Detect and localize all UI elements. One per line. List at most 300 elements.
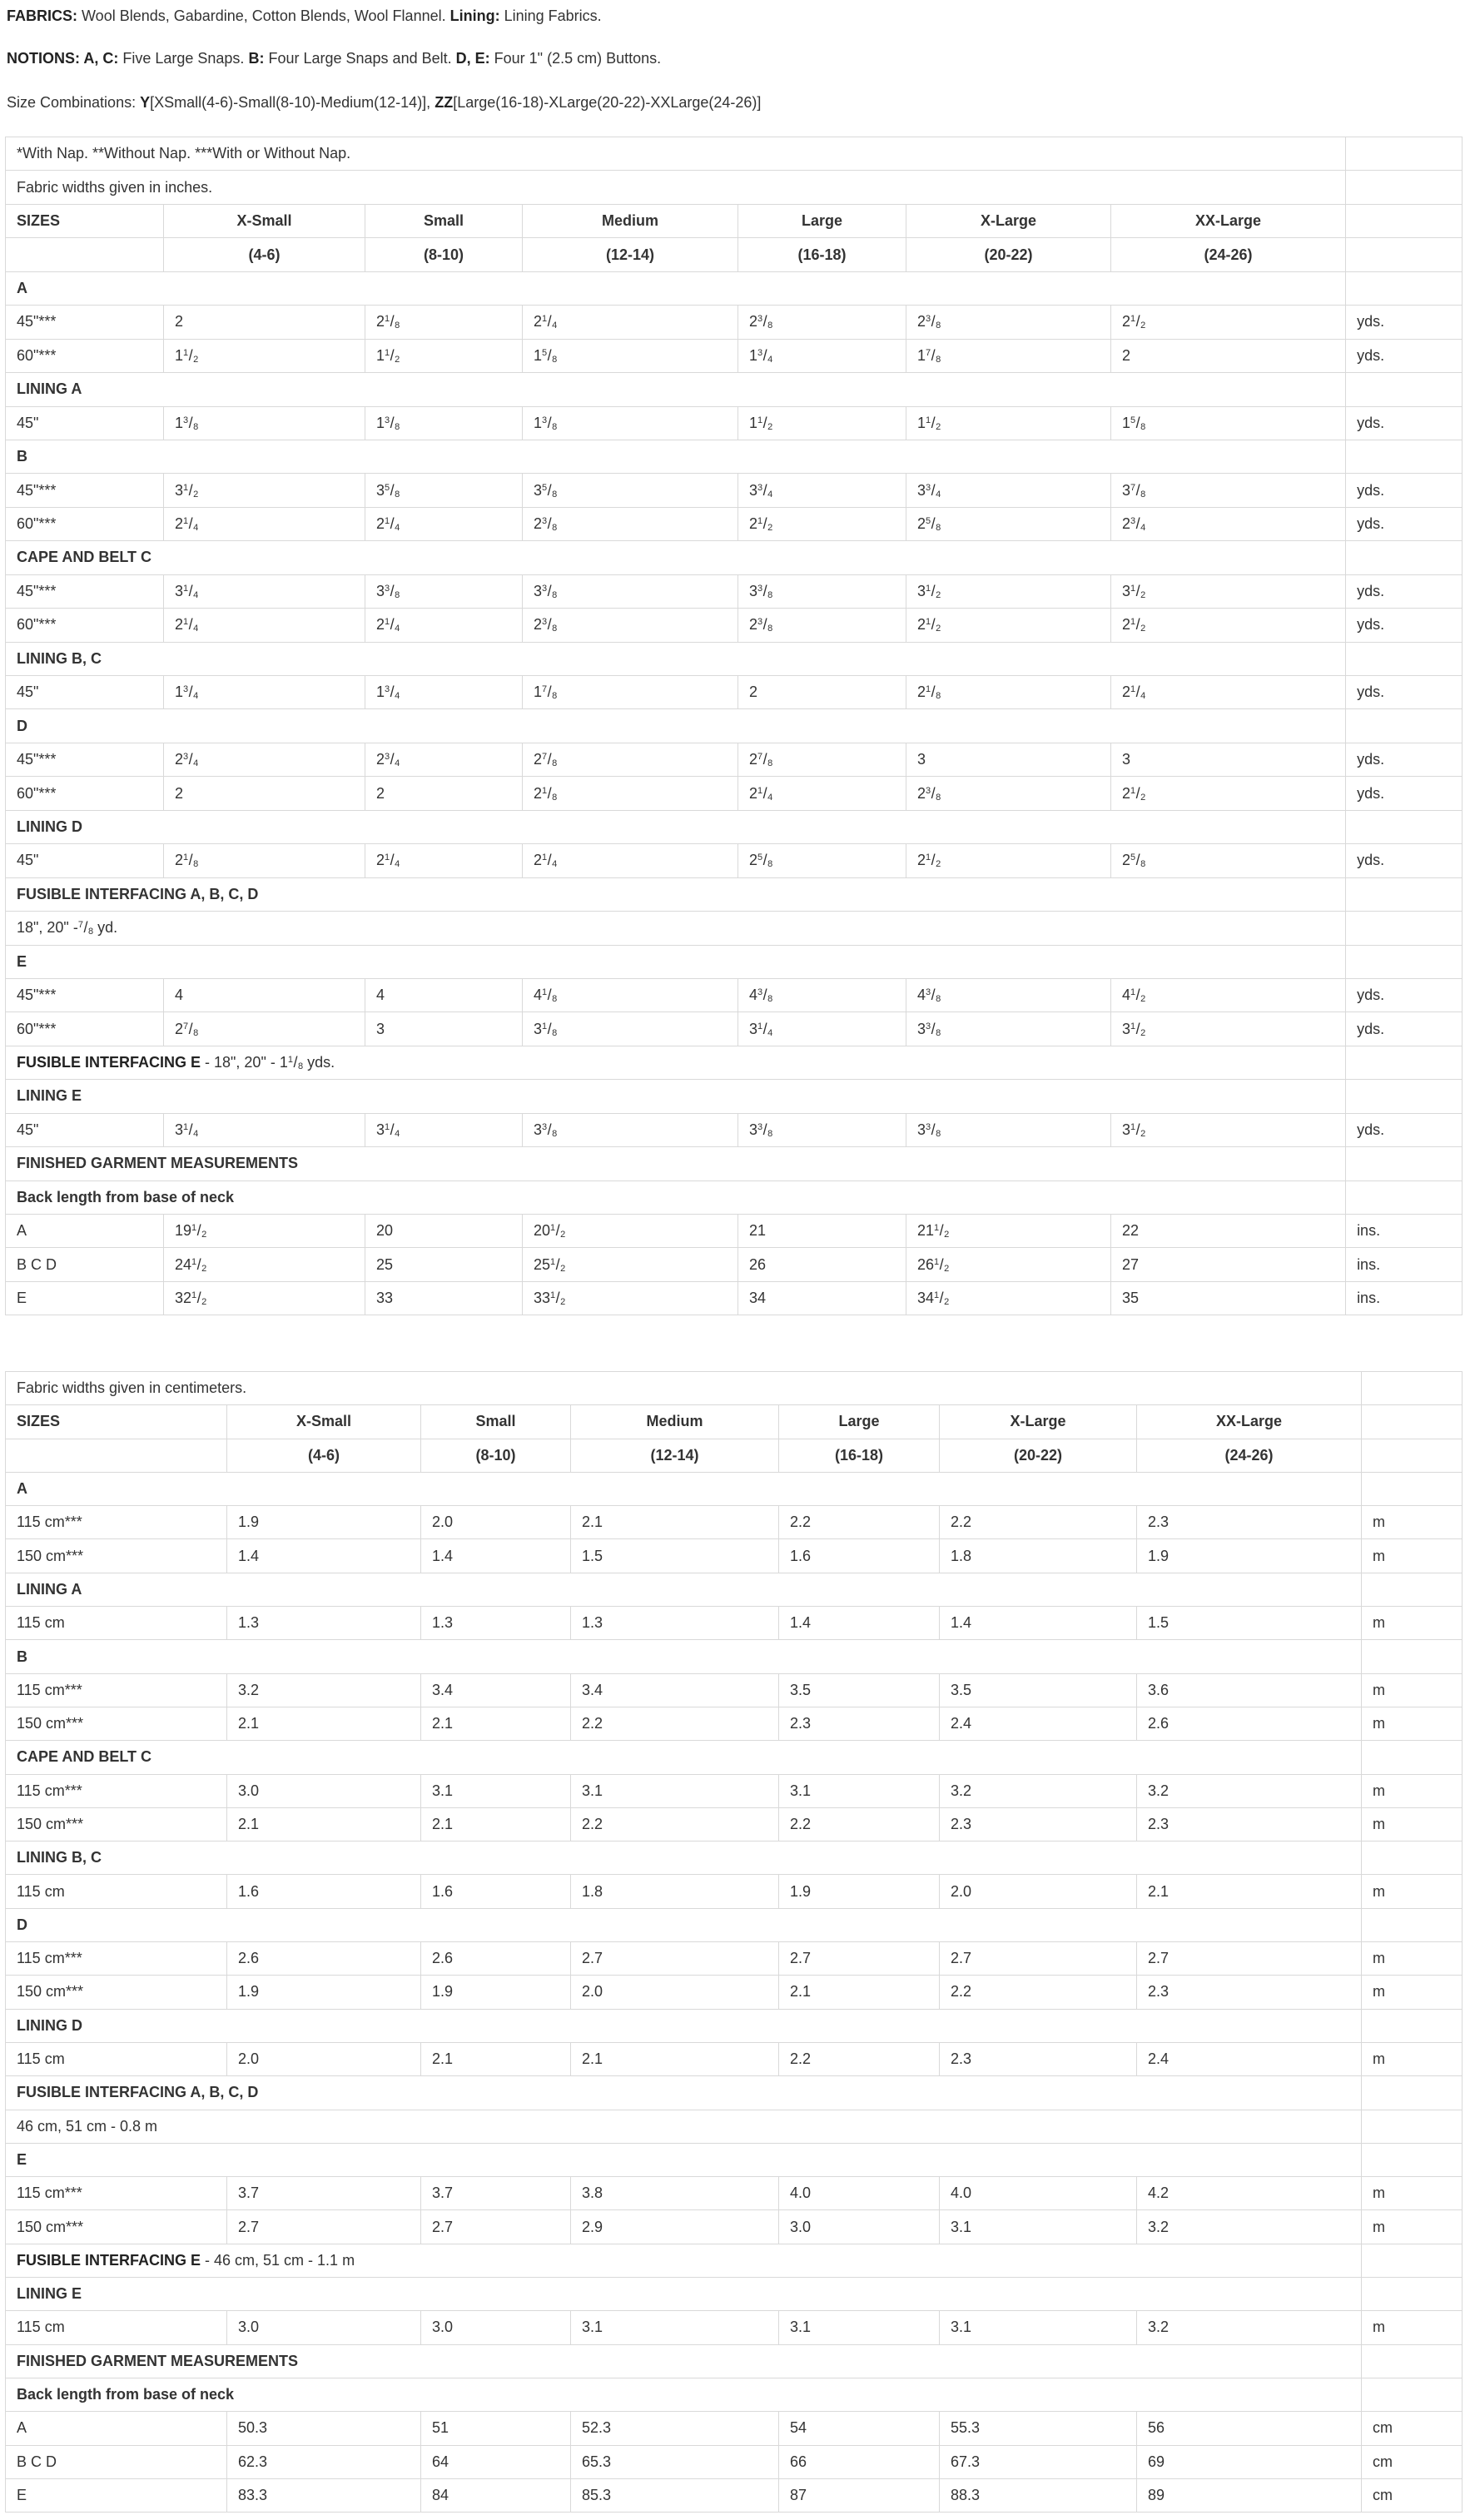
unit-label: m — [1362, 1673, 1463, 1707]
size-name: XX-Large — [1111, 204, 1346, 237]
size-combinations-line — [7, 93, 761, 112]
yardage-value: 55.3 — [940, 2412, 1137, 2445]
yardage-value: 3.2 — [1137, 2311, 1362, 2344]
unit-label: yds. — [1346, 507, 1463, 540]
yardage-value: $3^3/_8$ — [738, 1113, 906, 1146]
yardage-value: $3^3/_8$ — [906, 1113, 1111, 1146]
fabrics-line — [7, 7, 602, 25]
yardage-value: 2.7 — [940, 1942, 1137, 1976]
fabric-width-label: E — [6, 2478, 227, 2512]
yardage-value: $1^1/_2$ — [906, 406, 1111, 440]
yardage-value: 35 — [1111, 1281, 1346, 1315]
fabric-width-label: 115 cm*** — [6, 1506, 227, 1539]
section-row — [6, 1046, 1463, 1079]
fabric-width-label: 45" — [6, 676, 164, 709]
yardage-value: $4^3/_8$ — [906, 978, 1111, 1011]
yardage-value: 54 — [779, 2412, 940, 2445]
yardage-value: 2.3 — [779, 1707, 940, 1740]
empty-cell — [1362, 2278, 1463, 2311]
fabric-width-label: 115 cm*** — [6, 1774, 227, 1807]
fabric-width-label: 45"*** — [6, 306, 164, 339]
yardage-value: $1^3/_4$ — [738, 339, 906, 372]
unit-label: yds. — [1346, 574, 1463, 608]
fabric-width-label: 115 cm — [6, 2311, 227, 2344]
yardage-value: 52.3 — [571, 2412, 779, 2445]
size-name: Small — [365, 204, 523, 237]
section-title: LINING A — [6, 373, 1346, 406]
section-row — [6, 1741, 1463, 1774]
table-row — [6, 2311, 1463, 2344]
imperial-yardage-table — [5, 137, 1463, 1315]
section-title: FUSIBLE INTERFACING A, B, C, D — [6, 877, 1346, 911]
unit-label: yds. — [1346, 777, 1463, 810]
yardage-value: $3^5/_8$ — [523, 474, 738, 507]
yardage-value: 2.1 — [421, 1807, 571, 1841]
yardage-value: 2.7 — [227, 2210, 421, 2244]
yardage-value: $2^1/_2$ — [1111, 777, 1346, 810]
yardage-value: 65.3 — [571, 2445, 779, 2478]
empty-cell — [1362, 2344, 1463, 2378]
unit-label: ins. — [1346, 1215, 1463, 1248]
section-title: LINING B, C — [6, 642, 1346, 675]
yardage-value: 3 — [1111, 743, 1346, 776]
empty-cell — [1362, 2143, 1463, 2176]
yardage-value: $2^3/_8$ — [738, 306, 906, 339]
yardage-value: $3^1/_4$ — [738, 1012, 906, 1046]
yardage-value: 1.6 — [421, 1875, 571, 1908]
section-title: LINING A — [6, 1573, 1362, 1606]
section-title: Back length from base of neck — [6, 2378, 1362, 2411]
table-row — [6, 1607, 1463, 1640]
fabric-width-label: 60"*** — [6, 1012, 164, 1046]
yardage-value: 34 — [738, 1281, 906, 1315]
notions-line — [7, 49, 661, 67]
table-row — [6, 743, 1463, 776]
empty-cell — [6, 1439, 227, 1472]
table-row — [6, 2445, 1463, 2478]
fabric-width-label: 45" — [6, 844, 164, 877]
size-y-label: Y — [140, 94, 151, 111]
yardage-value: $1^1/_2$ — [164, 339, 365, 372]
empty-cell — [1346, 204, 1463, 237]
empty-cell — [1346, 642, 1463, 675]
section-row — [6, 2076, 1463, 2110]
fabric-width-label: 150 cm*** — [6, 1976, 227, 2009]
size-range: (24-26) — [1137, 1439, 1362, 1472]
empty-cell — [1362, 1842, 1463, 1875]
yardage-value: $19^1/_2$ — [164, 1215, 365, 1248]
note-row — [6, 912, 1463, 945]
empty-cell — [1346, 709, 1463, 743]
yardage-value: 1.9 — [421, 1976, 571, 2009]
fabric-width-label: 115 cm — [6, 2042, 227, 2075]
unit-label: m — [1362, 2177, 1463, 2210]
size-range-row — [6, 238, 1463, 271]
table-row — [6, 1506, 1463, 1539]
yardage-value: 62.3 — [227, 2445, 421, 2478]
size-range: (12-14) — [571, 1439, 779, 1472]
yardage-value: 3.2 — [940, 1774, 1137, 1807]
yardage-value: 1.4 — [421, 1539, 571, 1573]
yardage-value: $1^1/_2$ — [738, 406, 906, 440]
yardage-value: $1^3/_8$ — [523, 406, 738, 440]
yardage-value: 4.2 — [1137, 2177, 1362, 2210]
notions-b-text: Four Large Snaps and Belt. — [268, 50, 452, 67]
section-title: FUSIBLE INTERFACING E — [17, 1054, 201, 1071]
yardage-value: 3.1 — [940, 2210, 1137, 2244]
section-row — [6, 877, 1463, 911]
unit-label: m — [1362, 1707, 1463, 1740]
yardage-value: 4.0 — [940, 2177, 1137, 2210]
yardage-value: $21^1/_2$ — [906, 1215, 1111, 1248]
size-name: Large — [738, 204, 906, 237]
yardage-value: 3.4 — [421, 1673, 571, 1707]
yardage-value: 69 — [1137, 2445, 1362, 2478]
yardage-value: 3.5 — [779, 1673, 940, 1707]
table-row — [6, 1113, 1463, 1146]
yardage-value: 22 — [1111, 1215, 1346, 1248]
yardage-value: 2.6 — [1137, 1707, 1362, 1740]
fabric-width-label: 45"*** — [6, 474, 164, 507]
size-range: (16-18) — [738, 238, 906, 271]
table-row — [6, 844, 1463, 877]
yardage-value: $2^1/_8$ — [365, 306, 523, 339]
section-title: A — [6, 1472, 1362, 1505]
section-title: B — [6, 1640, 1362, 1673]
yardage-value: 3.1 — [571, 1774, 779, 1807]
yardage-value: $24^1/_2$ — [164, 1248, 365, 1281]
yardage-value: 3 — [365, 1012, 523, 1046]
section-row — [6, 945, 1463, 978]
fabric-width-label: 45" — [6, 406, 164, 440]
yardage-value: $3^1/_2$ — [1111, 1012, 1346, 1046]
table-row — [6, 676, 1463, 709]
yardage-value: 89 — [1137, 2478, 1362, 2512]
yardage-value: $2^1/_2$ — [738, 507, 906, 540]
empty-cell — [1346, 1080, 1463, 1113]
yardage-value: $3^5/_8$ — [365, 474, 523, 507]
section-title: CAPE AND BELT C — [6, 541, 1346, 574]
fabric-width-label: 45"*** — [6, 574, 164, 608]
yardage-value: 21 — [738, 1215, 906, 1248]
yardage-value: 2.1 — [421, 1707, 571, 1740]
yardage-value: 3.1 — [779, 1774, 940, 1807]
yardage-value: $33^1/_2$ — [523, 1281, 738, 1315]
empty-cell — [6, 238, 164, 271]
section-title: FUSIBLE INTERFACING A, B, C, D — [6, 2076, 1362, 2110]
lining-label: Lining: — [449, 7, 500, 24]
yardage-value: 87 — [779, 2478, 940, 2512]
section-row — [6, 1147, 1463, 1180]
size-name: X-Small — [164, 204, 365, 237]
yardage-value: $1^5/_8$ — [1111, 406, 1346, 440]
yardage-value: $2^1/_4$ — [738, 777, 906, 810]
note-row — [6, 1372, 1463, 1405]
size-range: (4-6) — [164, 238, 365, 271]
yardage-value: 2 — [164, 306, 365, 339]
section-title: A — [6, 271, 1346, 305]
yardage-value: 33 — [365, 1281, 523, 1315]
yardage-value: $32^1/_2$ — [164, 1281, 365, 1315]
yardage-value: $2^3/_8$ — [523, 507, 738, 540]
yardage-value: 2.2 — [779, 1807, 940, 1841]
yardage-value: 2.1 — [227, 1707, 421, 1740]
section-title: E — [6, 2143, 1362, 2176]
section-row — [6, 709, 1463, 743]
fabric-width-label: 60"*** — [6, 777, 164, 810]
yardage-value: $2^1/_4$ — [164, 507, 365, 540]
yardage-value: $3^1/_2$ — [1111, 1113, 1346, 1146]
empty-cell — [1346, 271, 1463, 305]
yardage-value: $2^1/_4$ — [523, 306, 738, 339]
table-row — [6, 1707, 1463, 1740]
note-text: Fabric widths given in centimeters. — [6, 1372, 1362, 1405]
size-name: X-Large — [906, 204, 1111, 237]
size-name: Medium — [571, 1405, 779, 1439]
lining-text: Lining Fabrics. — [504, 7, 602, 24]
yardage-value: $3^1/_2$ — [164, 474, 365, 507]
empty-cell — [1362, 1908, 1463, 1941]
yardage-value: 1.5 — [1137, 1607, 1362, 1640]
yardage-value: $3^1/_2$ — [1111, 574, 1346, 608]
yardage-value: 1.3 — [421, 1607, 571, 1640]
yardage-value: 2.2 — [779, 1506, 940, 1539]
size-range: (8-10) — [421, 1439, 571, 1472]
unit-label: yds. — [1346, 306, 1463, 339]
notions-de-text: Four 1" (2.5 cm) Buttons. — [494, 50, 662, 67]
table-row — [6, 1807, 1463, 1841]
yardage-value: 1.3 — [227, 1607, 421, 1640]
yardage-value: 2.1 — [571, 1506, 779, 1539]
table-row — [6, 1875, 1463, 1908]
yardage-value: $3^1/_4$ — [164, 574, 365, 608]
yardage-value: $1^3/_8$ — [365, 406, 523, 440]
note-text: Fabric widths given in inches. — [6, 171, 1346, 204]
yardage-value: $1^5/_8$ — [523, 339, 738, 372]
empty-cell — [1362, 2378, 1463, 2411]
section-title: B — [6, 440, 1346, 473]
fabric-width-label: 150 cm*** — [6, 1807, 227, 1841]
yardage-value: 2.1 — [571, 2042, 779, 2075]
yardage-value: 83.3 — [227, 2478, 421, 2512]
yardage-value: 1.8 — [571, 1875, 779, 1908]
yardage-value: 2.3 — [1137, 1506, 1362, 1539]
yardage-value: 3.0 — [227, 2311, 421, 2344]
section-row — [6, 1573, 1463, 1606]
section-title: E — [6, 945, 1346, 978]
yardage-value: $2^1/_4$ — [365, 507, 523, 540]
fabric-width-label: 150 cm*** — [6, 1539, 227, 1573]
yardage-value: 1.9 — [227, 1976, 421, 2009]
section-title: LINING D — [6, 2009, 1362, 2042]
table-row — [6, 1539, 1463, 1573]
empty-cell — [1346, 1180, 1463, 1214]
empty-cell — [1362, 2110, 1463, 2143]
yardage-value: $2^7/_8$ — [738, 743, 906, 776]
unit-label: m — [1362, 1774, 1463, 1807]
yardage-value: 2.4 — [1137, 2042, 1362, 2075]
note-text: *With Nap. **Without Nap. ***With or Without Nap. — [6, 137, 1346, 171]
fabric-width-label: 60"*** — [6, 609, 164, 642]
table-row — [6, 1248, 1463, 1281]
section-title: FINISHED GARMENT MEASUREMENTS — [6, 2344, 1362, 2378]
yardage-value: 56 — [1137, 2412, 1362, 2445]
yardage-value: 2.0 — [421, 1506, 571, 1539]
section-title: LINING E — [6, 2278, 1362, 2311]
yardage-value: 85.3 — [571, 2478, 779, 2512]
yardage-value: $3^3/_8$ — [906, 1012, 1111, 1046]
yardage-value: $2^5/_8$ — [906, 507, 1111, 540]
metric-yardage-table — [5, 1371, 1463, 2513]
yardage-value: $1^3/_8$ — [164, 406, 365, 440]
unit-label: m — [1362, 1607, 1463, 1640]
yardage-value: 3.1 — [571, 2311, 779, 2344]
unit-label: ins. — [1346, 1281, 1463, 1315]
yardage-value: 3.4 — [571, 1673, 779, 1707]
yardage-value: $2^1/_4$ — [1111, 676, 1346, 709]
size-name: XX-Large — [1137, 1405, 1362, 1439]
fabric-width-label: 150 cm*** — [6, 2210, 227, 2244]
fabric-width-label: 60"*** — [6, 507, 164, 540]
section-note: - 18", 20" - $1^1/_8$ yds. — [201, 1054, 335, 1072]
fabric-width-label: 45" — [6, 1113, 164, 1146]
note-text: 46 cm, 51 cm - 0.8 m — [6, 2110, 1362, 2143]
yardage-value: 2.2 — [571, 1707, 779, 1740]
yardage-value: 51 — [421, 2412, 571, 2445]
empty-cell — [1346, 877, 1463, 911]
section-row — [6, 1908, 1463, 1941]
section-title: LINING D — [6, 810, 1346, 843]
yardage-value: 2.3 — [1137, 1807, 1362, 1841]
unit-label: m — [1362, 1976, 1463, 2009]
yardage-value: 2.2 — [779, 2042, 940, 2075]
section-row — [6, 2278, 1463, 2311]
yardage-value: 3.0 — [421, 2311, 571, 2344]
yardage-value: 1.5 — [571, 1539, 779, 1573]
yardage-value: 1.6 — [779, 1539, 940, 1573]
unit-label: yds. — [1346, 474, 1463, 507]
notions-label: NOTIONS: A, C: — [7, 50, 119, 67]
yardage-value: 2.0 — [571, 1976, 779, 2009]
table-row — [6, 1281, 1463, 1315]
section-row — [6, 1842, 1463, 1875]
yardage-value: 2.7 — [571, 1942, 779, 1976]
yardage-value: 2.3 — [940, 1807, 1137, 1841]
yardage-value: $3^1/_8$ — [523, 1012, 738, 1046]
empty-cell — [1346, 541, 1463, 574]
section-row — [6, 1080, 1463, 1113]
unit-label: m — [1362, 2210, 1463, 2244]
yardage-value: $1^1/_2$ — [365, 339, 523, 372]
size-range: (20-22) — [906, 238, 1111, 271]
fabric-width-label: A — [6, 1215, 164, 1248]
unit-label: m — [1362, 1807, 1463, 1841]
yardage-value: 3.1 — [779, 2311, 940, 2344]
yardage-value: $3^3/_8$ — [365, 574, 523, 608]
unit-label: yds. — [1346, 743, 1463, 776]
empty-cell — [1362, 2009, 1463, 2042]
yardage-value: 1.4 — [779, 1607, 940, 1640]
empty-cell — [1346, 440, 1463, 473]
size-combinations-label: Size Combinations: — [7, 94, 137, 111]
yardage-value: 2.2 — [940, 1506, 1137, 1539]
yardage-value: 66 — [779, 2445, 940, 2478]
yardage-value: $2^1/_2$ — [906, 609, 1111, 642]
yardage-value: 20 — [365, 1215, 523, 1248]
size-range: (8-10) — [365, 238, 523, 271]
yardage-value: $2^1/_2$ — [1111, 306, 1346, 339]
yardage-value: $1^3/_4$ — [164, 676, 365, 709]
unit-label: m — [1362, 2042, 1463, 2075]
fabric-width-label: 150 cm*** — [6, 1707, 227, 1740]
table-row — [6, 1774, 1463, 1807]
section-with-note — [6, 1046, 1346, 1079]
section-title: FINISHED GARMENT MEASUREMENTS — [6, 1147, 1346, 1180]
note-row — [6, 2110, 1463, 2143]
section-row — [6, 1472, 1463, 1505]
size-range: (16-18) — [779, 1439, 940, 1472]
yardage-value: $3^3/_8$ — [523, 574, 738, 608]
yardage-value: $2^1/_4$ — [164, 609, 365, 642]
size-range: (20-22) — [940, 1439, 1137, 1472]
yardage-value: $2^1/_4$ — [365, 844, 523, 877]
unit-label: ins. — [1346, 1248, 1463, 1281]
yardage-value: $2^3/_8$ — [906, 306, 1111, 339]
size-range: (24-26) — [1111, 238, 1346, 271]
unit-label: yds. — [1346, 978, 1463, 1011]
yardage-value: 3.0 — [779, 2210, 940, 2244]
size-name: Medium — [523, 204, 738, 237]
yardage-value: 3.2 — [227, 1673, 421, 1707]
yardage-value: 27 — [1111, 1248, 1346, 1281]
yardage-value: 2.7 — [421, 2210, 571, 2244]
yardage-value: $34^1/_2$ — [906, 1281, 1111, 1315]
yardage-value: 2.2 — [940, 1976, 1137, 2009]
fabric-width-label: A — [6, 2412, 227, 2445]
section-title: D — [6, 709, 1346, 743]
yardage-value: 4.0 — [779, 2177, 940, 2210]
yardage-value: 2.6 — [421, 1942, 571, 1976]
size-name: Small — [421, 1405, 571, 1439]
yardage-value: 2.0 — [227, 2042, 421, 2075]
yardage-value: 88.3 — [940, 2478, 1137, 2512]
empty-cell — [1362, 1472, 1463, 1505]
empty-cell — [1362, 1372, 1463, 1405]
yardage-value: $4^1/_2$ — [1111, 978, 1346, 1011]
yardage-value: 3.0 — [227, 1774, 421, 1807]
yardage-value: 1.4 — [940, 1607, 1137, 1640]
section-row — [6, 810, 1463, 843]
yardage-value: $3^3/_4$ — [738, 474, 906, 507]
note-text: 18", 20" $-^7/_8$ yd. — [6, 912, 1346, 945]
section-row — [6, 2378, 1463, 2411]
table-row — [6, 2177, 1463, 2210]
yardage-value: 2.7 — [1137, 1942, 1362, 1976]
yardage-value: $2^3/_8$ — [738, 609, 906, 642]
section-title: D — [6, 1908, 1362, 1941]
section-title: Back length from base of neck — [6, 1180, 1346, 1214]
section-row — [6, 373, 1463, 406]
yardage-value: $26^1/_2$ — [906, 1248, 1111, 1281]
yardage-value: 2.6 — [227, 1942, 421, 1976]
yardage-value: 2.1 — [1137, 1875, 1362, 1908]
note-row — [6, 171, 1463, 204]
yardage-value: $2^3/_4$ — [1111, 507, 1346, 540]
table-row — [6, 1673, 1463, 1707]
section-row — [6, 2344, 1463, 2378]
yardage-value: 3.1 — [940, 2311, 1137, 2344]
yardage-value: $1^3/_4$ — [365, 676, 523, 709]
